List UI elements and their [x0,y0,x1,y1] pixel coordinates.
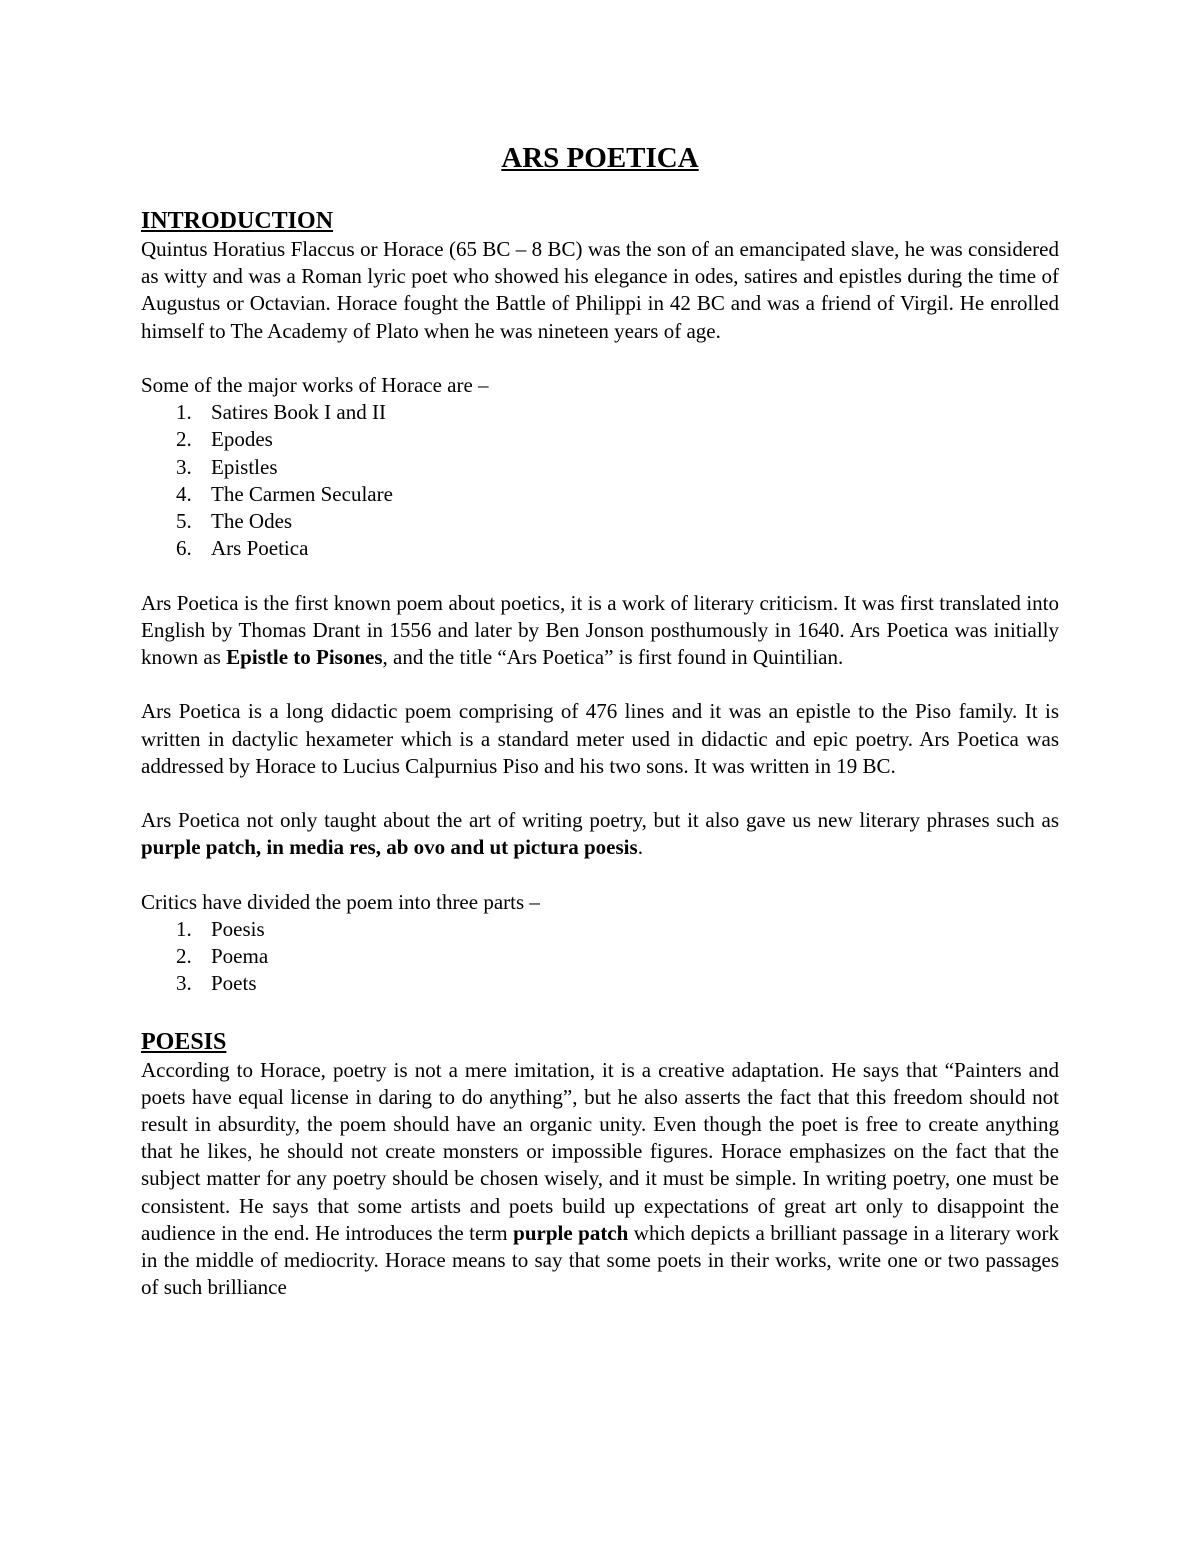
list-item [141,454,1059,481]
list-number: 5. [176,509,192,534]
text-run: . [637,835,643,860]
list-number: 3. [176,454,192,479]
introduction-heading: INTRODUCTION [141,208,334,234]
intro-paragraph-3: Ars Poetica is a long didactic poem comprising of 476 lines and it was an epistle to the Piso family. It is written in dactylic hexameter which is a standard meter used in didactic and epic poetry. Ars Poetica was addressed by Horace to Lucius Calpurnius Piso and his two sons. It was written in 19 BC. [141,699,1059,778]
works-list [141,399,1059,562]
document-page [141,138,1059,1301]
list-item [141,426,1059,453]
list-text: Epodes [211,427,273,452]
poesis-paragraph-1 [141,1057,1059,1302]
list-text: The Odes [211,509,293,534]
paragraph-gap [141,345,1059,372]
list-number: 3. [176,971,192,996]
parts-list [141,916,1059,998]
paragraph-gap [141,862,1059,889]
intro-paragraph-2 [141,590,1059,672]
section-gap [141,998,1059,1027]
list-text: Satires Book I and II [211,400,386,425]
text-run: which depicts a brilliant passage in a literary work in the middle of mediocrity. Horace means to say that some poets in their works, write one or two passages of such brilliance [141,1220,1060,1300]
list-text: Poema [211,944,269,969]
list-text: The Carmen Seculare [211,481,393,506]
bold-term-epistle: Epistle to Pisones [226,645,383,670]
document-title: ARS POETICA [501,142,699,174]
intro-paragraph-4 [141,807,1059,861]
bold-term-purple-patch: purple patch [513,1220,629,1245]
works-intro: Some of the major works of Horace are – [141,373,489,397]
list-item [141,970,1059,997]
text-run: According to Horace, poetry is not a mere imitation, it is a creative adaptation. He says that “Painters and poets have equal license in daring to do anything”, but he also asserts the fact that this freedom should not result in absurdity, the poem should have an organic unity. Even though the poet is free to create anything that he likes, he should not create monsters or impossible figures. Horace emphasizes on the fact that the subject matter for any poetry should be chosen wisely, and it must be simple. In writing poetry, one must be consistent. He says that some artists and poets build up expectations of great art only to disappoint the audience in the end. He introduces the term [141,1057,1059,1245]
list-number: 4. [176,481,192,506]
paragraph-gap [141,562,1059,589]
list-text: Ars Poetica [211,536,309,561]
intro-paragraph-1: Quintus Horatius Flaccus or Horace (65 BC – 8 BC) was the son of an emancipated slave, he was considered as witty and was a Roman lyric poet who showed his elegance in odes, satires and epistles during the time of Augustus or Octavian. Horace fought the Battle of Philippi in 42 BC and was a friend of Virgil. He enrolled himself to The Academy of Plato when he was nineteen years of age. [141,237,1059,343]
list-item [141,508,1059,535]
list-item [141,535,1059,562]
list-number: 1. [176,400,192,425]
list-text: Poesis [211,917,265,941]
bold-phrases: purple patch, in media res, ab ovo and ut pictura poesis [141,835,638,860]
list-text: Epistles [211,454,278,479]
poesis-heading: POESIS [141,1028,227,1055]
paragraph-gap [141,780,1059,807]
text-run: , and the title “Ars Poetica” is first found in Quintilian. [382,645,844,670]
parts-intro: Critics have divided the poem into three parts – [141,889,540,914]
list-item [141,916,1059,943]
list-item [141,481,1059,508]
list-number: 1. [176,917,192,941]
text-run: Ars Poetica not only taught about the art of writing poetry, but it also gave us new literary phrases such as [141,808,1059,833]
list-number: 6. [176,536,192,561]
list-number: 2. [176,944,192,969]
list-text: Poets [211,971,257,996]
list-number: 2. [176,427,192,452]
list-item [141,399,1059,426]
text-run: Ars Poetica is the first known poem about poetics, it is a work of literary criticism. It was first translated into English by Thomas Drant in 1556 and later by Ben Jonson posthumously in 1640. Ars Poetica was initially known as [141,590,1059,670]
list-item [141,943,1059,970]
paragraph-gap [141,671,1059,698]
